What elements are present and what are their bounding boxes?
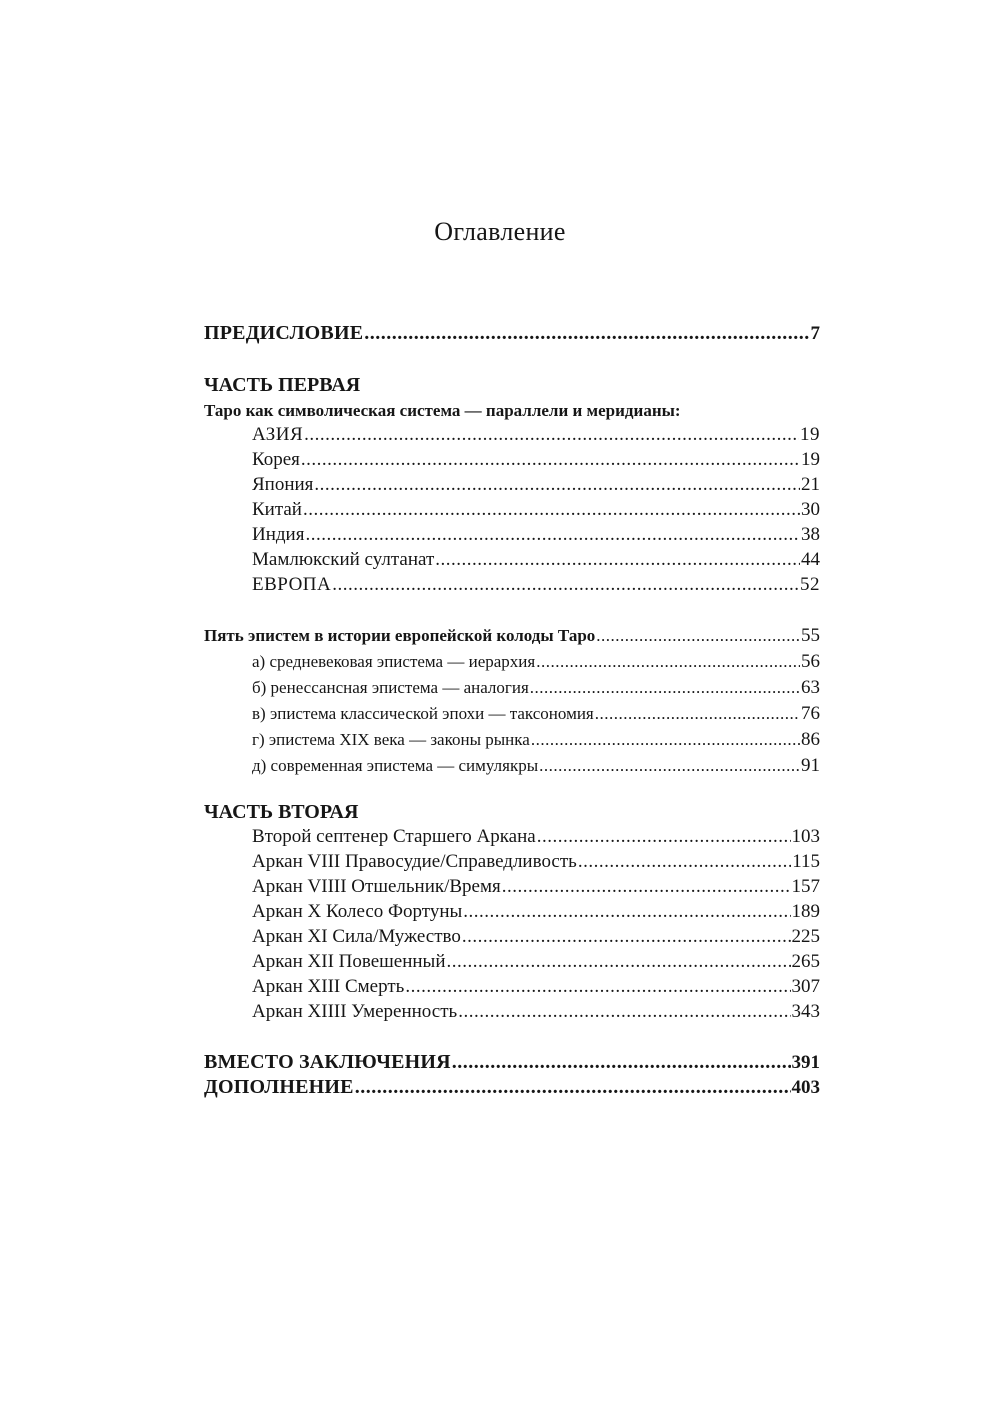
dot-leader bbox=[537, 824, 791, 850]
toc-entry-label: г) эпистема XIX века — законы рынка bbox=[252, 730, 530, 749]
toc-entry-mamluk-sultanate[interactable] bbox=[252, 547, 820, 573]
toc-entry-episteme-renaissance[interactable] bbox=[252, 675, 820, 701]
toc-entry-page: 265 bbox=[791, 951, 820, 972]
dot-leader bbox=[539, 753, 800, 779]
dot-leader bbox=[314, 472, 800, 498]
dot-leader bbox=[530, 675, 800, 701]
toc-entry-label: д) современная эпистема — симулякры bbox=[252, 756, 539, 775]
toc-entry-label: Китай bbox=[252, 499, 302, 520]
toc-entry-page: 91 bbox=[801, 755, 820, 776]
page-title: Оглавление bbox=[434, 217, 566, 246]
toc-entry-label: а) средневековая эпистема — иерархия bbox=[252, 652, 536, 671]
toc-entry-label: Аркан X Колесо Фортуны bbox=[252, 901, 463, 922]
toc-entry-arcana-xi[interactable] bbox=[252, 924, 820, 950]
toc-entry-page: 19 bbox=[801, 449, 820, 470]
toc-entry-episteme-classical[interactable] bbox=[252, 701, 820, 727]
toc-entry-label: Аркан VIII Правосудие/Справедливость bbox=[252, 851, 577, 872]
toc-entry-page: 343 bbox=[791, 1001, 820, 1022]
toc-entry-page: 7 bbox=[810, 323, 820, 344]
toc-entry-appendix[interactable] bbox=[204, 1074, 820, 1100]
toc-entry-china[interactable] bbox=[252, 497, 820, 523]
toc-entry-page: 38 bbox=[801, 524, 820, 545]
toc-entry-arcana-viiii[interactable] bbox=[252, 874, 820, 900]
toc-entry-label: Пять эпистем в истории европейской колоды Таро bbox=[204, 626, 596, 645]
toc-entry-india[interactable] bbox=[252, 522, 820, 548]
toc-entry-conclusion[interactable] bbox=[204, 1049, 820, 1075]
dot-leader bbox=[463, 899, 790, 925]
toc-entry-episteme-19th-century[interactable] bbox=[252, 727, 820, 753]
dot-leader bbox=[447, 949, 791, 975]
dot-leader bbox=[301, 447, 800, 473]
part-two-heading: ЧАСТЬ ВТОРАЯ bbox=[204, 801, 359, 823]
dot-leader bbox=[332, 572, 799, 598]
toc-entry-japan[interactable] bbox=[252, 472, 820, 498]
toc-entry-label: ПРЕДИСЛОВИЕ bbox=[204, 322, 364, 344]
toc-entry-page: 189 bbox=[791, 901, 820, 922]
toc-entry-page: 403 bbox=[791, 1077, 820, 1098]
toc-entry-page: 63 bbox=[801, 677, 820, 698]
dot-leader bbox=[303, 497, 800, 523]
toc-entry-page: 52 bbox=[800, 574, 820, 595]
dot-leader bbox=[435, 547, 800, 573]
toc-entry-arcana-x[interactable] bbox=[252, 899, 820, 925]
toc-entry-label: ВМЕСТО ЗАКЛЮЧЕНИЯ bbox=[204, 1051, 451, 1073]
toc-entry-page: 55 bbox=[801, 625, 820, 646]
toc-entry-label: Аркан XI Сила/Мужество bbox=[252, 926, 461, 947]
dot-leader bbox=[595, 701, 800, 727]
toc-entry-label: Аркан XIII Смерть bbox=[252, 976, 405, 997]
dot-leader bbox=[596, 623, 800, 649]
toc-entry-page: 307 bbox=[791, 976, 820, 997]
toc-entry-page: 103 bbox=[791, 826, 820, 847]
toc-entry-arcana-viii[interactable] bbox=[252, 849, 820, 875]
toc-entry-five-epistemes[interactable] bbox=[204, 623, 820, 649]
dot-leader bbox=[578, 849, 791, 875]
toc-entry-second-septenary[interactable] bbox=[252, 824, 820, 850]
part-one-subheading: Таро как символическая система — параллели и меридианы: bbox=[204, 401, 681, 420]
dot-leader bbox=[452, 1049, 791, 1075]
dot-leader bbox=[405, 974, 790, 1000]
toc-entry-korea[interactable] bbox=[252, 447, 820, 473]
dot-leader bbox=[531, 727, 800, 753]
toc-entry-page: 86 bbox=[801, 729, 820, 750]
toc-entry-asia[interactable] bbox=[252, 422, 820, 448]
toc-entry-page: 115 bbox=[792, 851, 820, 872]
dot-leader bbox=[305, 522, 800, 548]
toc-entry-label: АЗИЯ bbox=[252, 424, 304, 445]
toc-entry-label: Индия bbox=[252, 524, 305, 545]
dot-leader bbox=[304, 422, 799, 448]
toc-entry-label: Корея bbox=[252, 449, 300, 470]
toc-entry-arcana-xiii[interactable] bbox=[252, 974, 820, 1000]
toc-entry-label: б) ренессансная эпистема — аналогия bbox=[252, 678, 529, 697]
dot-leader bbox=[364, 320, 809, 346]
dot-leader bbox=[355, 1074, 791, 1100]
toc-entry-page: 56 bbox=[801, 651, 820, 672]
toc-entry-page: 391 bbox=[791, 1052, 820, 1073]
toc-entry-preface[interactable] bbox=[204, 320, 820, 346]
toc-entry-episteme-modern[interactable] bbox=[252, 753, 820, 779]
dot-leader bbox=[536, 649, 800, 675]
dot-leader bbox=[502, 874, 791, 900]
toc-entry-page: 157 bbox=[791, 876, 820, 897]
toc-entry-page: 21 bbox=[801, 474, 820, 495]
toc-entry-label: Аркан VIIII Отшельник/Время bbox=[252, 876, 501, 897]
toc-entry-label: Мамлюкский султанат bbox=[252, 549, 435, 570]
toc-entry-label: ЕВРОПА bbox=[252, 574, 332, 595]
toc-entry-page: 44 bbox=[801, 549, 820, 570]
toc-entry-label: Аркан XIIII Умеренность bbox=[252, 1001, 458, 1022]
part-one-heading: ЧАСТЬ ПЕРВАЯ bbox=[204, 374, 361, 396]
toc-entry-page: 76 bbox=[801, 703, 820, 724]
toc-entry-page: 30 bbox=[801, 499, 820, 520]
toc-entry-page: 19 bbox=[800, 424, 820, 445]
dot-leader bbox=[458, 999, 790, 1025]
toc-entry-label: Япония bbox=[252, 474, 314, 495]
toc-entry-arcana-xii[interactable] bbox=[252, 949, 820, 975]
toc-entry-europe[interactable] bbox=[252, 572, 820, 598]
toc-entry-label: в) эпистема классической эпохи — таксономия bbox=[252, 704, 594, 723]
toc-entry-arcana-xiiii[interactable] bbox=[252, 999, 820, 1025]
toc-entry-episteme-medieval[interactable] bbox=[252, 649, 820, 675]
dot-leader bbox=[462, 924, 791, 950]
toc-entry-label: ДОПОЛНЕНИЕ bbox=[204, 1076, 354, 1098]
toc-entry-label: Аркан XII Повешенный bbox=[252, 951, 446, 972]
toc-entry-page: 225 bbox=[791, 926, 820, 947]
toc-entry-label: Второй септенер Старшего Аркана bbox=[252, 826, 536, 847]
